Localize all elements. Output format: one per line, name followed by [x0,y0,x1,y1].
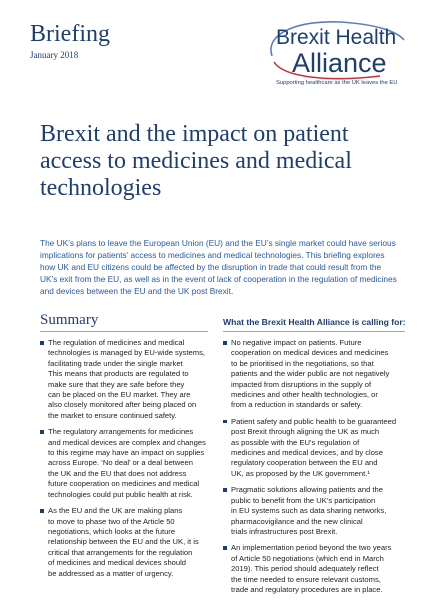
briefing-date: January 2018 [30,50,79,60]
logo-text-line1: Brexit Health [276,26,397,49]
logo-tagline: Supporting healthcare as the UK leaves the EU [276,80,398,86]
summary-heading: Summary [40,312,99,328]
summary-list [40,338,212,585]
calling-for-bullet: Patient safety and public health to be guaranteed post Brexit through aligning the UK as much as possible with the EU’s regulation of medicines and medical devices, and by close regulatory cooperation between the EU and UK, as proposed by the UK government.¹ [223,417,409,479]
bullet-icon [40,430,44,434]
intro-line: and devices between the EU and the UK post Brexit. [40,286,234,296]
intro-line: implications for patients’ access to medicines and medical technologies. This briefing explores [40,250,385,260]
intro-line: The UK’s plans to leave the European Union (EU) and the EU’s single market could have serious [40,238,396,248]
page-title [40,121,400,202]
title-line: access to medicines and medical [40,148,352,174]
calling-for-heading: What the Brexit Health Alliance is calling for: [223,317,406,327]
summary-bullet: The regulatory arrangements for medicines and medical devices are complex and changes to this regime may have an impact on supplies across Europe. ‘No deal’ or a deal between the UK and the EU that does not address future cooperation on medicines and medical technologies could put public health at risk. [40,427,212,500]
bullet-icon [40,509,44,513]
summary-divider [40,331,208,332]
brexit-health-alliance-logo [262,18,410,88]
intro-line: UK’s exit from the EU, as well as in the event of lack of cooperation in the regulation of medicines [40,274,397,284]
summary-bullet: The regulation of medicines and medical technologies is managed by EU-wide systems, facilitating trade under the single market This means that products are regulated to make sure that they are safe before they can be placed on the EU market. They are also closely monitored after being placed on the market to ensure continued safety. [40,338,212,421]
calling-for-divider [223,331,405,332]
bullet-icon [223,341,227,345]
briefing-label: Briefing [30,21,110,47]
logo-text-line2: Alliance [292,48,387,78]
calling-for-bullet: An implementation period beyond the two years of Article 50 negotiations (which end in March 2019). This period should adequately reflect the time needed to ensure relevant customs, trade and regulatory procedures are in place. [223,543,409,595]
calling-for-bullet: No negative impact on patients. Future cooperation on medical devices and medicines to be prioritised in the negotiations, so that patients and the wider public are not negatively impacted from disruptions in the supply of medicines and other health technologies, or from a reduction in standards or safety. [223,338,409,411]
title-line: technologies [40,175,162,201]
bullet-icon [40,341,44,345]
summary-bullet: As the EU and the UK are making plans to move to phase two of the Article 50 negotiations, which looks at the future relationship between the EU and the UK, it is critical that arrangements for the regulation of medicines and medical devices should be addressed as a matter of urgency. [40,506,212,579]
bullet-icon [223,488,227,492]
bullet-icon [223,420,227,424]
bullet-icon [223,546,227,550]
calling-for-list [223,338,409,601]
intro-paragraph [40,237,412,297]
title-line: Brexit and the impact on patient [40,121,349,147]
intro-line: how UK and EU citizens could be affected by the disruption in trade that could result from the [40,262,382,272]
calling-for-bullet: Pragmatic solutions allowing patients and the public to benefit from the UK’s participation in EU systems such as data sharing networks, pharmacovigilance and the new clinical trials infrastructures post Brexit. [223,485,409,537]
